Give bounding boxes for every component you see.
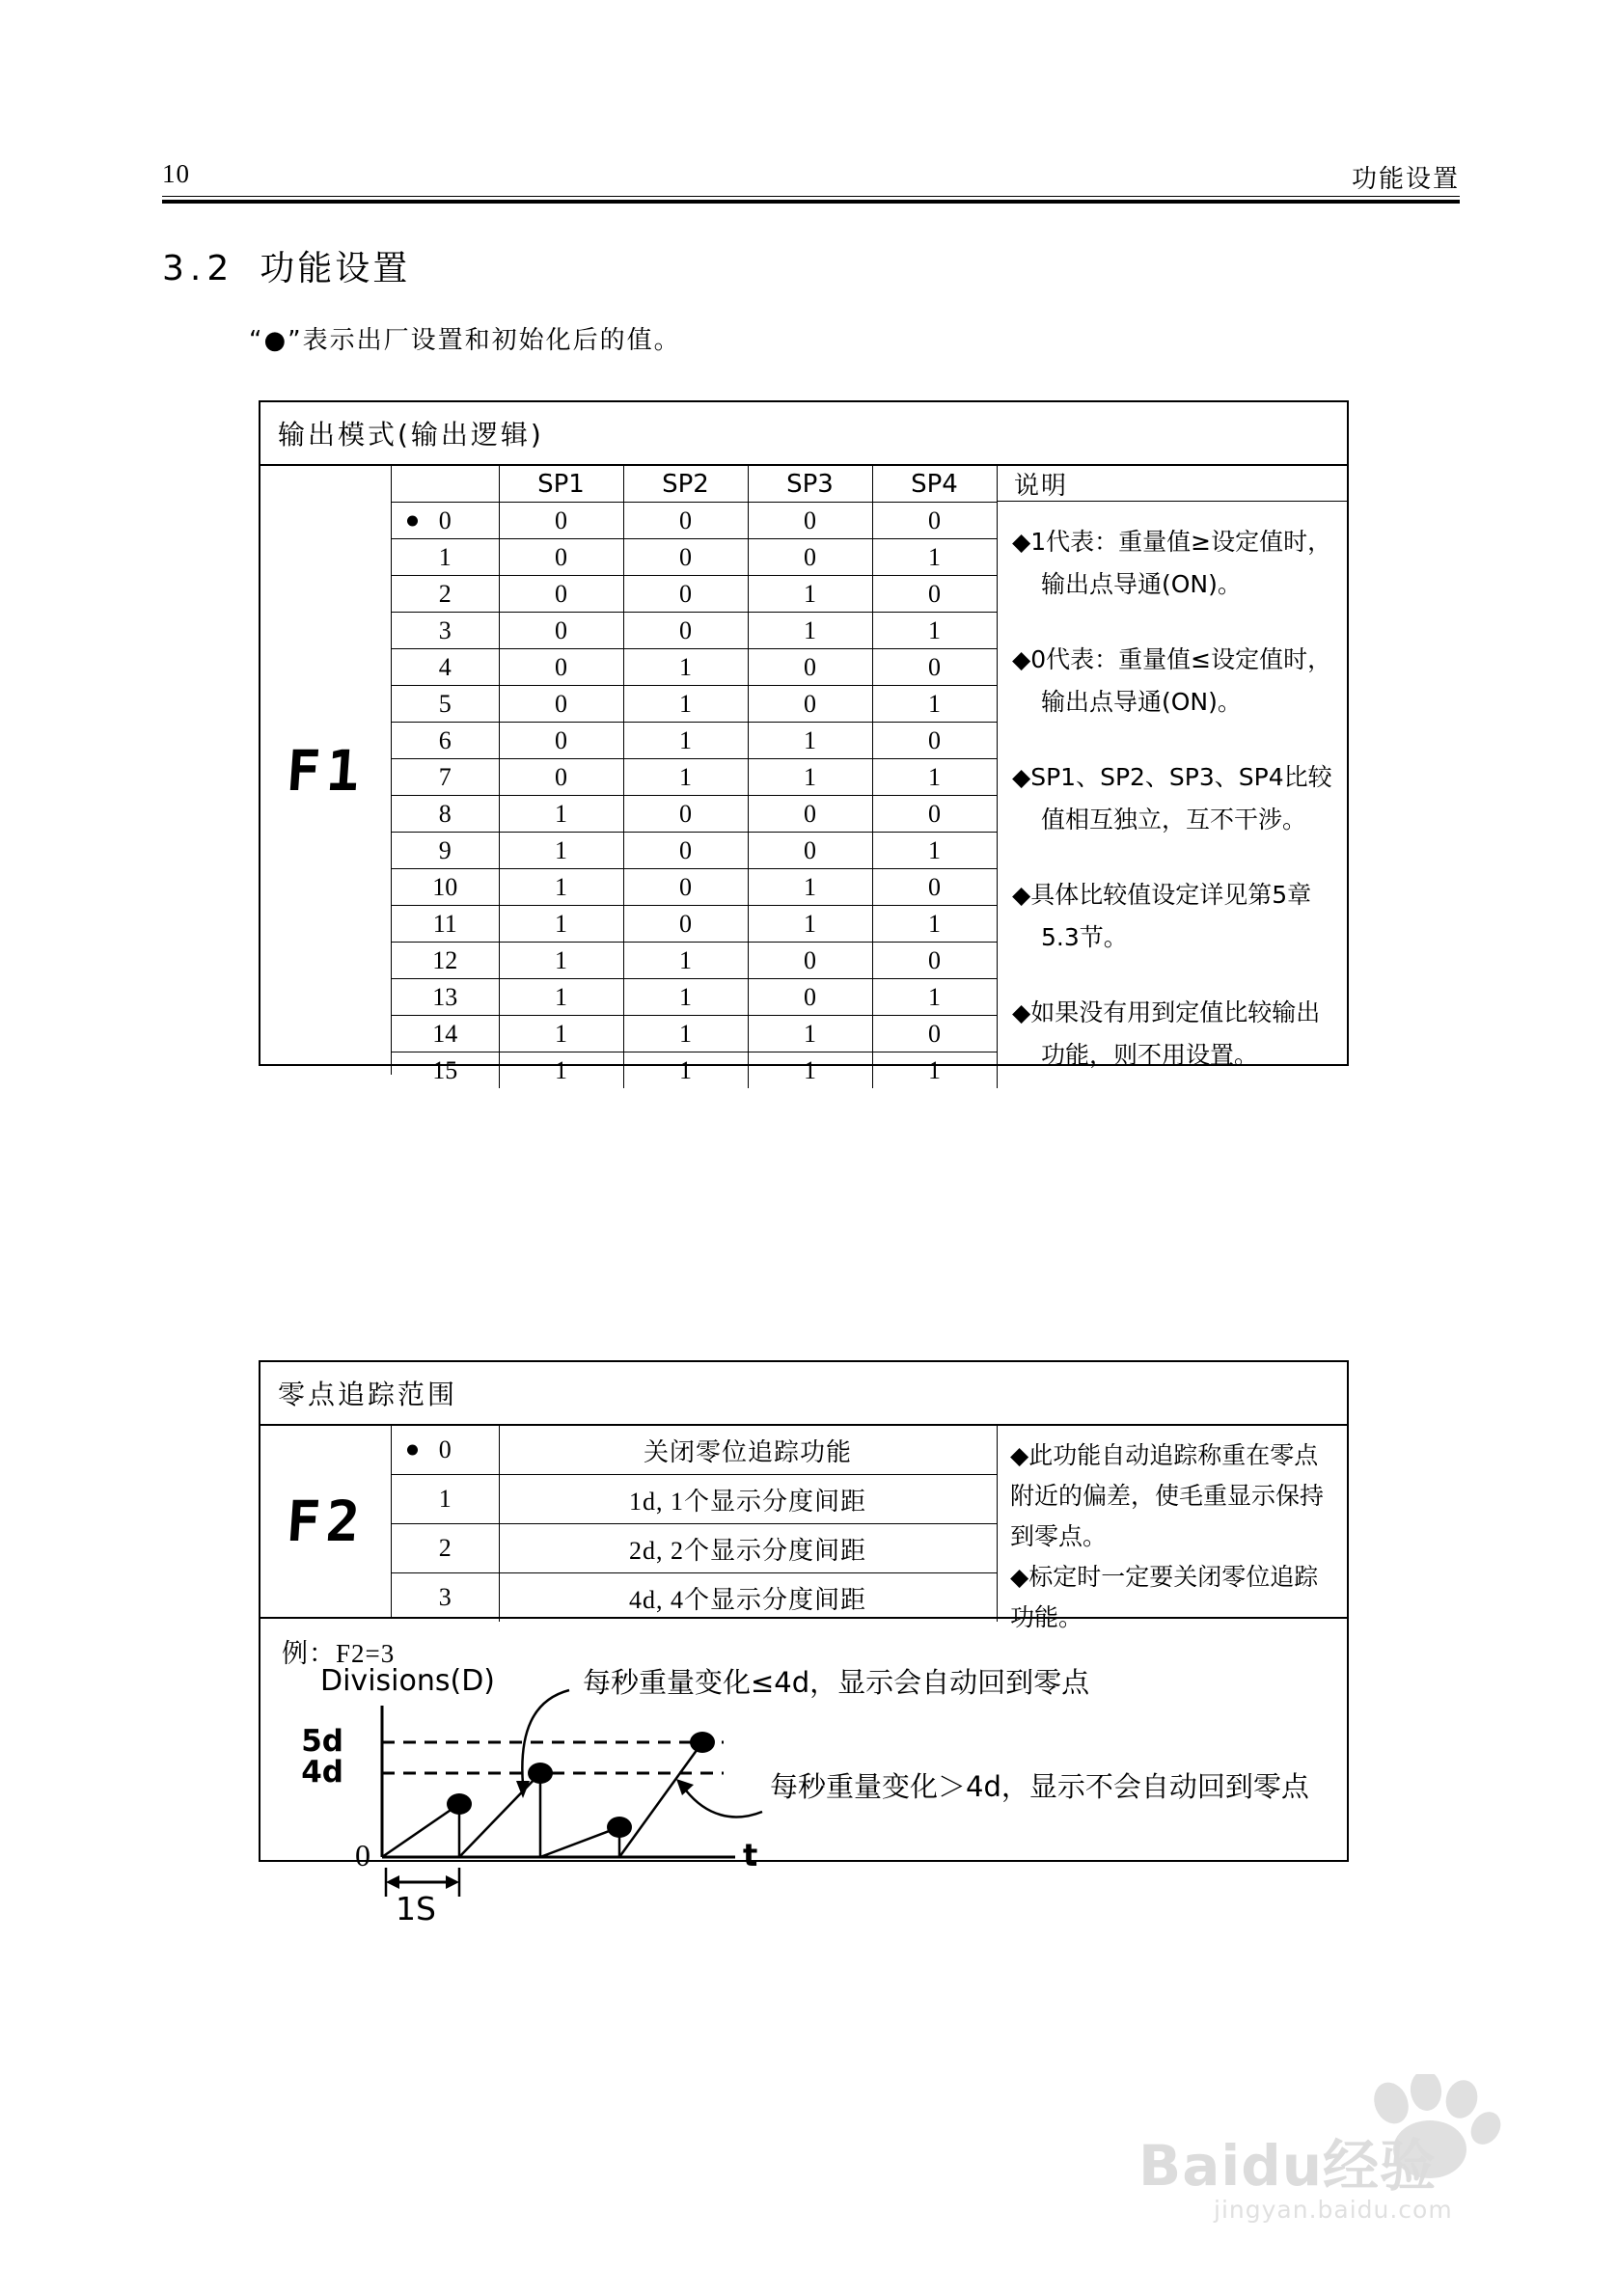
chart-y-axis-title: Divisions(D): [320, 1664, 495, 1698]
cell-setting-index-value: 0: [438, 1435, 452, 1463]
cell-sp1: 1: [499, 796, 623, 833]
running-header: [162, 159, 1460, 204]
cell-mode-index: [392, 503, 499, 539]
header-chapter-title: 功能设置: [1351, 165, 1460, 194]
table-row: [392, 1475, 997, 1524]
note-line: 功能。: [1010, 1603, 1083, 1631]
table-row: [392, 796, 997, 833]
table-row: [392, 906, 997, 943]
cell-sp4: 1: [872, 613, 997, 649]
note-line: 输出点导通(ON)。: [1041, 688, 1242, 716]
cell-sp2: 0: [623, 503, 748, 539]
cell-mode-index-value: 13: [432, 982, 458, 1011]
note-line: ◆1代表：重量值≥设定值时，: [1012, 528, 1332, 556]
cell-mode-index-value: 6: [438, 725, 452, 754]
chart-ramp-1: [382, 1804, 459, 1857]
cell-sp1: 1: [499, 943, 623, 979]
cell-sp4: 1: [872, 686, 997, 723]
cell-mode-index: [392, 1052, 499, 1089]
cell-sp1: 0: [499, 686, 623, 723]
cell-sp2: 0: [623, 796, 748, 833]
zero-tracking-example: [260, 1619, 1347, 1926]
cell-setting-description: 关闭零位追踪功能: [499, 1426, 997, 1475]
cell-sp2: 1: [623, 979, 748, 1016]
output-mode-value-grid: [392, 466, 998, 1088]
paw-print-icon: [1358, 2074, 1503, 2180]
cell-sp3: 1: [748, 576, 872, 613]
cell-mode-index: [392, 539, 499, 576]
cell-sp4: 1: [872, 833, 997, 869]
cell-setting-index-value: 1: [438, 1485, 452, 1513]
note-line: 输出点导通(ON)。: [1041, 570, 1242, 598]
cell-setting-index: [392, 1573, 499, 1623]
cell-sp2: 1: [623, 1016, 748, 1052]
cell-sp3: 0: [748, 686, 872, 723]
chart-ramp-3: [540, 1827, 619, 1857]
cell-sp1: 0: [499, 576, 623, 613]
page-number: 10: [162, 159, 190, 188]
note-item: [1012, 756, 1338, 841]
cell-mode-index: [392, 943, 499, 979]
zero-tracking-value-grid: [392, 1426, 998, 1622]
cell-sp4: 1: [872, 539, 997, 576]
cell-sp3: 1: [748, 869, 872, 906]
chart-annotation-1-text: 每秒重量变化≤4d，显示会自动回到零点: [583, 1666, 1090, 1699]
table-row: [392, 539, 997, 576]
table-row: [392, 686, 997, 723]
header-rule-thick: [162, 200, 1460, 204]
chart-ytick-4d: 4d: [301, 1755, 343, 1790]
table-row: [392, 723, 997, 759]
note-line: ◆0代表：重量值≤设定值时，: [1012, 645, 1332, 673]
cell-sp3: 1: [748, 613, 872, 649]
cell-sp3: 0: [748, 503, 872, 539]
table-row: [392, 613, 997, 649]
table-zero-tracking-caption: 零点追踪范围: [260, 1362, 1347, 1426]
default-value-dot-icon: [407, 1445, 418, 1456]
chart-interval-arrow-left: [386, 1875, 399, 1889]
cell-mode-index: [392, 759, 499, 796]
table-output-mode: [259, 400, 1349, 1084]
cell-sp3: 1: [748, 1016, 872, 1052]
cell-sp2: 0: [623, 906, 748, 943]
cell-mode-index: [392, 869, 499, 906]
column-header-description: 说明: [997, 466, 1348, 502]
chart-ramp-4: [619, 1742, 702, 1857]
cell-mode-index: [392, 723, 499, 759]
chart-annotation-2-leader: [686, 1790, 762, 1817]
cell-sp1: 0: [499, 539, 623, 576]
cell-sp2: 1: [623, 723, 748, 759]
cell-sp2: 1: [623, 943, 748, 979]
table-row: [392, 759, 997, 796]
chart-marker-2: [528, 1763, 553, 1784]
cell-mode-index: [392, 833, 499, 869]
cell-sp4: 0: [872, 576, 997, 613]
table-output-mode-body: [260, 466, 1347, 1084]
cell-sp2: 0: [623, 833, 748, 869]
cell-sp2: 1: [623, 649, 748, 686]
section-note: “●”表示出厂设置和初始化后的值。: [249, 326, 681, 355]
cell-mode-index-value: 9: [438, 835, 452, 864]
cell-sp1: 0: [499, 759, 623, 796]
table-zero-tracking-body: [260, 1426, 1347, 1631]
cell-mode-index-value: 14: [432, 1019, 458, 1048]
cell-mode-index: [392, 649, 499, 686]
column-header-blank: [392, 466, 499, 503]
cell-sp4: 1: [872, 906, 997, 943]
cell-setting-index: [392, 1426, 499, 1475]
cell-sp4: 0: [872, 723, 997, 759]
cell-sp2: 1: [623, 759, 748, 796]
chart-ramp-2: [459, 1773, 540, 1857]
chart-svg: [260, 1661, 1349, 1922]
column-header-sp2: SP2: [623, 466, 748, 503]
cell-sp2: 0: [623, 539, 748, 576]
cell-sp1: 1: [499, 1016, 623, 1052]
watermark-url: jingyan.baidu.com: [1214, 2196, 1453, 2224]
cell-setting-description: 1d, 1个显示分度间距: [499, 1475, 997, 1524]
cell-sp4: 0: [872, 869, 997, 906]
cell-sp2: 1: [623, 1052, 748, 1089]
default-value-dot-icon: [407, 515, 418, 526]
column-header-sp1: SP1: [499, 466, 623, 503]
cell-sp1: 0: [499, 503, 623, 539]
cell-setting-description: 4d, 4个显示分度间距: [499, 1573, 997, 1623]
table-row: [392, 1426, 997, 1475]
cell-mode-index-value: 4: [438, 652, 452, 681]
cell-sp2: 0: [623, 576, 748, 613]
note-line: 值相互独立，互不干涉。: [1041, 806, 1307, 834]
cell-mode-index-value: 2: [438, 579, 452, 608]
column-header-sp3: SP3: [748, 466, 872, 503]
cell-mode-index: [392, 1016, 499, 1052]
table-row: [392, 1573, 997, 1623]
cell-sp3: 0: [748, 796, 872, 833]
cell-sp3: 0: [748, 649, 872, 686]
table-row: [392, 833, 997, 869]
table-row: [392, 649, 997, 686]
note-line: ◆标定时一定要关闭零位追踪: [1010, 1563, 1319, 1591]
cell-mode-index: [392, 613, 499, 649]
chart-x-axis-title: t: [743, 1837, 758, 1873]
cell-sp3: 0: [748, 943, 872, 979]
cell-mode-index: [392, 576, 499, 613]
note-line: ◆具体比较值设定详见第5章: [1012, 881, 1312, 909]
cell-sp3: 1: [748, 723, 872, 759]
cell-sp4: 0: [872, 1016, 997, 1052]
table-row: [392, 503, 997, 539]
cell-sp1: 1: [499, 869, 623, 906]
output-mode-notes: [997, 502, 1348, 1077]
chart-ytick-0: 0: [355, 1838, 370, 1872]
note-line: 功能，则不用设置。: [1041, 1041, 1259, 1069]
cell-mode-index: [392, 796, 499, 833]
table-row: [392, 1052, 997, 1089]
chart-marker-4: [690, 1732, 715, 1753]
chart-marker-3: [607, 1817, 632, 1838]
cell-sp1: 1: [499, 833, 623, 869]
table-row: [392, 1016, 997, 1052]
cell-mode-index-value: 8: [438, 799, 452, 828]
cell-sp3: 0: [748, 979, 872, 1016]
example-label: 例：F2=3: [282, 1639, 396, 1668]
seven-segment-code-f1: F1: [284, 737, 368, 804]
cell-sp4: 1: [872, 759, 997, 796]
note-line: 到零点。: [1010, 1522, 1108, 1550]
parameter-code-cell-f1: [260, 466, 392, 1075]
note-item: [1012, 874, 1338, 959]
cell-mode-index-value: 0: [438, 506, 452, 534]
cell-mode-index-value: 11: [432, 909, 457, 938]
cell-sp3: 1: [748, 1052, 872, 1089]
table-row: [392, 943, 997, 979]
cell-mode-index: [392, 906, 499, 943]
note-line: ◆此功能自动追踪称重在零点: [1010, 1441, 1319, 1469]
cell-sp1: 1: [499, 906, 623, 943]
cell-mode-index-value: 12: [432, 945, 458, 974]
cell-mode-index: [392, 979, 499, 1016]
section-heading: [162, 241, 410, 290]
cell-setting-index: [392, 1475, 499, 1524]
cell-sp2: 0: [623, 869, 748, 906]
zero-tracking-notes: [1010, 1435, 1340, 1638]
cell-sp1: 0: [499, 613, 623, 649]
table-output-mode-caption: 输出模式(输出逻辑): [260, 402, 1347, 466]
chart-interval-arrow-right: [446, 1875, 459, 1889]
cell-sp1: 0: [499, 723, 623, 759]
cell-mode-index-value: 10: [432, 872, 458, 901]
chart-marker-1: [447, 1793, 472, 1815]
cell-mode-index-value: 7: [438, 762, 452, 791]
chart-ytick-5d: 5d: [301, 1724, 343, 1759]
note-item: [1012, 639, 1338, 724]
column-header-sp4: SP4: [872, 466, 997, 503]
cell-sp4: 0: [872, 796, 997, 833]
cell-sp2: 0: [623, 613, 748, 649]
table-row: [392, 576, 997, 613]
note-line: 附近的偏差，使毛重显示保持: [1010, 1482, 1325, 1510]
cell-sp3: 1: [748, 906, 872, 943]
chart-interval-label: 1S: [396, 1890, 436, 1922]
cell-sp3: 0: [748, 833, 872, 869]
table-row: [392, 1524, 997, 1573]
section-number: 3.2: [162, 249, 235, 288]
header-rule-thin: [162, 196, 1460, 197]
note-line: ◆SP1、SP2、SP3、SP4比较: [1012, 763, 1332, 791]
table-row: [392, 869, 997, 906]
note-line: 5.3节。: [1041, 923, 1128, 951]
cell-mode-index-value: 1: [438, 542, 452, 571]
cell-sp4: 0: [872, 943, 997, 979]
chart-annotation-2-text: 每秒重量变化＞4d，显示不会自动回到零点: [770, 1770, 1309, 1803]
cell-setting-description: 2d, 2个显示分度间距: [499, 1524, 997, 1573]
cell-mode-index: [392, 686, 499, 723]
table-header-row: [392, 466, 997, 503]
cell-sp2: 1: [623, 686, 748, 723]
zero-tracking-description-column: [997, 1426, 1348, 1631]
cell-sp1: 1: [499, 979, 623, 1016]
cell-sp4: 0: [872, 503, 997, 539]
chart-annotation-2-arrowhead: [676, 1779, 694, 1795]
cell-sp4: 1: [872, 1052, 997, 1089]
watermark: [1110, 2074, 1553, 2257]
zero-tracking-chart: [260, 1661, 1349, 1922]
note-item: [1012, 992, 1338, 1077]
note-line: ◆如果没有用到定值比较输出: [1012, 998, 1321, 1026]
note-item: [1012, 521, 1338, 606]
output-mode-description-column: [997, 466, 1348, 1075]
cell-setting-index: [392, 1524, 499, 1573]
cell-sp3: 0: [748, 539, 872, 576]
cell-sp1: 1: [499, 1052, 623, 1089]
cell-sp4: 0: [872, 649, 997, 686]
table-row: [392, 979, 997, 1016]
parameter-code-cell-f2: [260, 1426, 392, 1617]
cell-sp3: 1: [748, 759, 872, 796]
cell-mode-index-value: 5: [438, 689, 452, 718]
watermark-brand: Baidu经验: [1138, 2133, 1438, 2199]
cell-mode-index-value: 3: [438, 615, 452, 644]
seven-segment-code-f2: F2: [284, 1489, 368, 1554]
cell-setting-index-value: 2: [438, 1534, 452, 1562]
cell-mode-index-value: 15: [432, 1055, 458, 1084]
cell-sp1: 0: [499, 649, 623, 686]
table-zero-tracking: [259, 1360, 1349, 1922]
section-title: 功能设置: [260, 249, 411, 288]
cell-setting-index-value: 3: [438, 1583, 452, 1611]
cell-sp4: 1: [872, 979, 997, 1016]
